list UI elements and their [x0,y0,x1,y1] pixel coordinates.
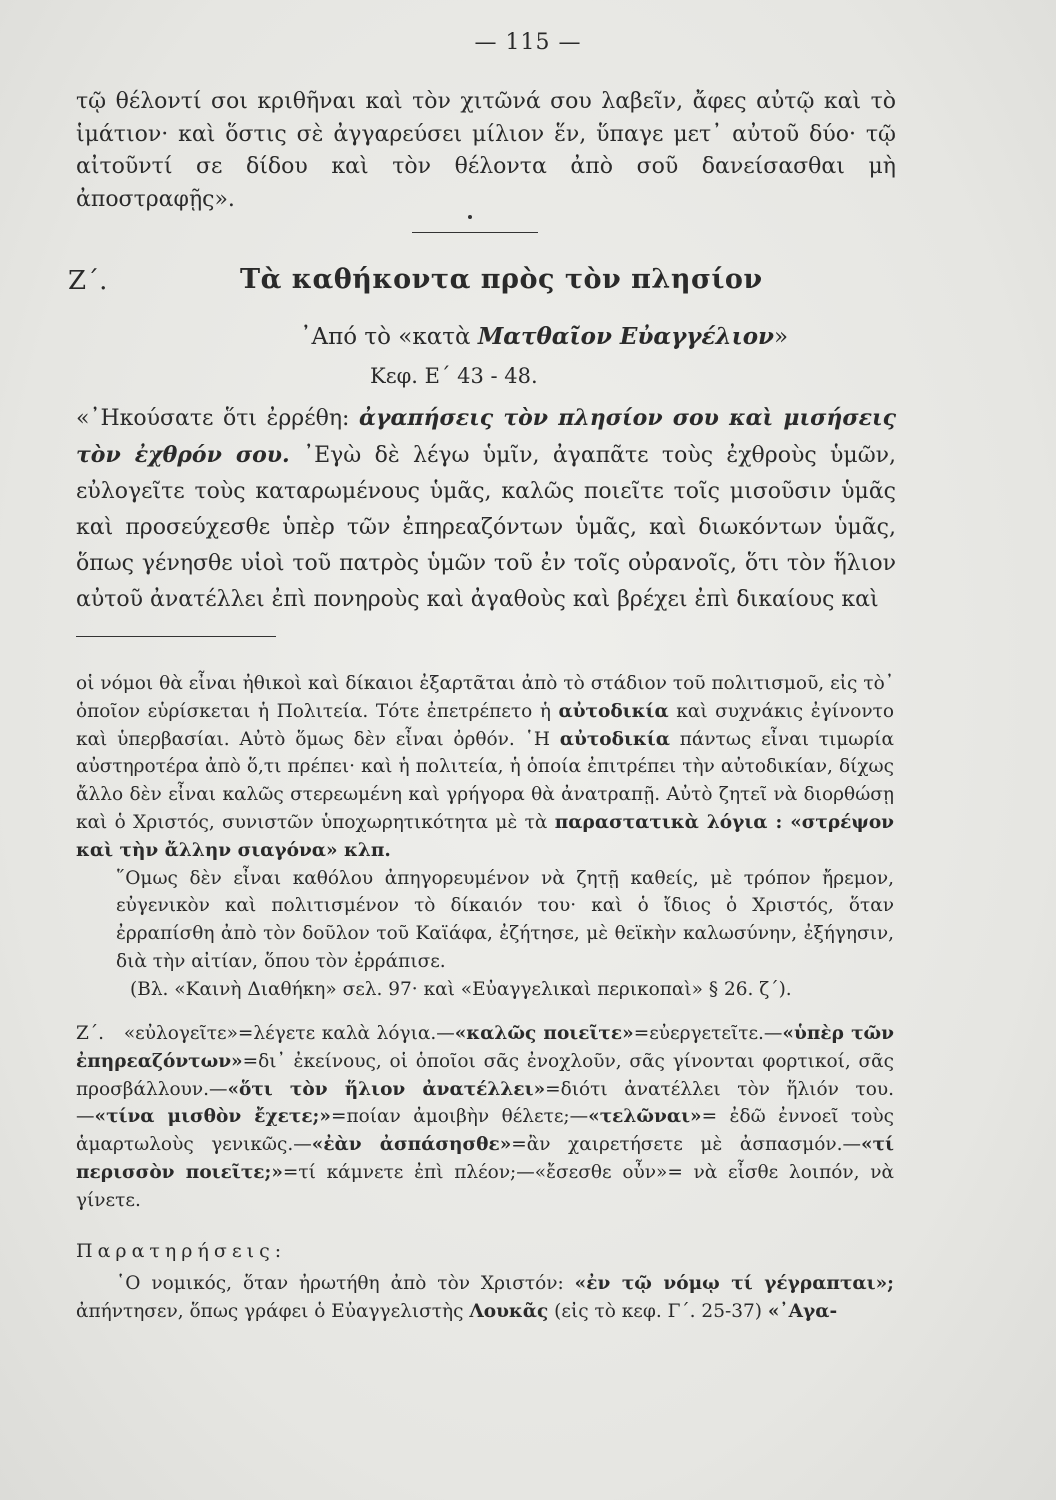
observations-text-2: ἀπήντησεν, ὅπως γράφει ὁ Εὐαγγελιστὴς [76,1300,470,1322]
glossary-def: =δι᾽ ἐκείνους, οἱ ὁποῖοι σᾶς ἐνοχλοῦν, σᾶς γίνονται φορτικοί, σᾶς προσβάλλουν.— [76,1050,894,1100]
source-book: Ματθαῖον Εὐαγγέλιον [477,323,775,350]
observations-title: Παρατηρήσεις: [76,1240,287,1262]
glossary-block [76,1020,894,1215]
glossary-term: «εὐλογεῖτε» [123,1023,238,1044]
footnote-text-2: καὶ συχνάκις ἐγίνοντο καὶ ὑπερβασίαι. Αὐτὸ ὅμως δὲν εἶναι ὀρθόν. ῾Η [76,700,894,750]
footnote-paragraph-2: ῞Ομως δὲν εἶναι καθόλου ἀπηγορευμένον νὰ ζητῇ καθείς, μὲ τρόπον ἤρεμον, εὐγενικὸν καὶ πολιτισμένον τὸ δίκαιόν του· καὶ ὁ ἴδιος ὁ Χριστός, ὅταν ἐρραπίσθη ἀπὸ τὸν δοῦλον τοῦ Καϊάφα, ἐζήτησε, μὲ θεϊκὴν καλωσύνην, ἐξήγησιν, διὰ τὴν αἰτίαν, ὅπου τὸν ἐρράπισε. [116,867,894,972]
observations-text-1: ῾Ο νομικός, ὅταν ἠρωτήθη ἀπὸ τὸν Χριστόν: [116,1273,575,1294]
glossary-def: =διότι ἀνατέλλει τὸν ἥλιόν του.— [76,1078,894,1128]
glossary-def: =ἂν χαιρετήσετε μὲ ἀσπασμόν.— [511,1134,862,1156]
glossary-term: «καλῶς ποιεῖτε» [454,1023,634,1044]
glossary-def: = νὰ εἶσθε λοιπόν, νὰ γίνετε. [76,1161,894,1211]
chapter-reference: Κεφ. Ε΄ 43 - 48. [370,364,538,388]
glossary-term: «ὅτι τὸν ἥλιον ἀνατέλλει» [227,1078,546,1100]
glossary-term: «τί περισσὸν ποιεῖτε;» [76,1134,894,1183]
scripture-paragraph [76,400,896,618]
glossary-label: Ζ΄. [76,1023,104,1044]
glossary-term: «τελῶναι» [588,1106,702,1128]
footnote-text-1: οἱ νόμοι θὰ εἶναι ἠθικοὶ καὶ δίκαιοι ἐξαρτᾶται ἀπὸ τὸ στάδιον τοῦ πολιτισμοῦ, εἰς τὸ᾿ ὁποῖον εὑρίσκεται ἡ Πολιτεία. Τότε ἐπετρέπετο ἡ [76,673,894,722]
section-label: Ζ΄. [68,266,108,296]
source-prefix: ᾿Από τὸ «κατὰ [300,324,478,350]
glossary-term: «ἔσεσθε οὖν» [534,1161,668,1183]
scripture-part-3: ᾿Εγὼ δὲ λέγω ὑμῖν, ἀγαπᾶτε τοὺς ἐχθροὺς ὑμῶν, εὐλογεῖτε τοὺς καταρωμένους ὑμᾶς, καλῶς ποιεῖτε τοῖς μισοῦσιν ὑμᾶς καὶ προσεύχεσθε ὑπὲρ τῶν ἐπηρεαζόντων ὑμᾶς, καὶ διωκόντων ὑμᾶς, ὅπως γένησθε υἱοὶ τοῦ πατρὸς ὑμῶν τοῦ ἐν τοῖς οὐρανοῖς, ὅτι τὸν ἥλιον αὐτοῦ ἀνατέλλει ἐπὶ πονηροὺς καὶ ἀγαθοὺς καὶ βρέχει ἐπὶ δικαίους καὶ [76,443,897,612]
glossary-term: «ἐὰν ἀσπάσησθε» [311,1134,512,1156]
glossary-def: = ἐδῶ ἐννοεῖ τοὺς ἁμαρτωλοὺς γενικῶς.— [76,1106,894,1156]
scripture-part-1: «᾿Ηκούσατε ὅτι ἐρρέθη: [76,406,359,431]
observations-bold-1: «ἐν τῷ νόμῳ τί γέγραπται»; [574,1273,894,1294]
source-suffix: » [774,324,789,350]
separator-dot [468,215,472,219]
glossary-term: «ὑπὲρ τῶν ἐπηρεαζόντων» [76,1023,894,1072]
observations-bold-3: «᾿Αγα- [767,1300,838,1322]
scripture-bold: ἀγαπήσεις τὸν πλησίον σου καὶ μισήσεις τὸν ἐχθρόν σου. [76,405,896,468]
footnote-bold-1: αὐτοδικία [558,700,669,722]
observations-text-3: (εἰς τὸ κεφ. Γ΄. 25-37) [548,1300,768,1322]
glossary-def: =ποίαν ἀμοιβὴν θέλετε;— [330,1106,589,1128]
footnote-block [76,670,894,1004]
glossary-def: =εὐεργετεῖτε.— [633,1023,783,1044]
section-title: Τὰ καθήκοντα πρὸς τὸν πλησίον [240,264,763,295]
footnote-text-3: πάντως εἶναι τιμωρία αὐστηροτέρα ἀπὸ ὅ,τι πρέπει· καὶ ἡ πολιτεία, ἡ ὁποία ἐπιτρέπει τὴν αὐτοδικίαν, δίχως ἄλλο δὲν εἶναι καλῶς στερεωμένη καὶ γρήγορα θὰ ἀνατραπῇ. Αὐτὸ ζητεῖ νὰ διορθώσῃ καὶ ὁ Χριστός, συνιστῶν ὑποχωρητικότητα μὲ τὰ [76,728,894,833]
footnote-bold-2: αὐτοδικία [559,728,670,750]
source-line [300,323,788,350]
glossary-def: =τί κάμνετε ἐπὶ πλέον;— [282,1161,535,1183]
footnote-citation: (Βλ. «Καινὴ Διαθήκη» σελ. 97· καὶ «Εὐαγγελικαὶ περικοπαὶ» § 26. ζ΄). [130,978,792,1000]
footnote-bold-3: παραστατικὰ λόγια : «στρέψον καὶ τὴν ἄλλην σιαγόνα» κλπ. [76,811,894,861]
intro-paragraph: τῷ θέλοντί σοι κριθῆναι καὶ τὸν χιτῶνά σου λαβεῖν, ἄφες αὐτῷ καὶ τὸ ἱμάτιον· καὶ ὅστις σὲ ἀγγαρεύσει μίλιον ἕν, ὕπαγε μετ᾽ αὐτοῦ δύο· τῷ αἰτοῦντί σε δίδου καὶ τὸν θέλοντα ἀπὸ σοῦ δανείσασθαι μὴ ἀποστραφῇς». [76,89,896,212]
glossary-def: =λέγετε καλὰ λόγια.— [237,1023,455,1044]
page-number: — 115 — [474,30,582,55]
observations-block [76,1270,894,1326]
footnote-rule [76,636,276,637]
observations-bold-2: Λουκᾶς [469,1300,549,1322]
glossary-term: «τίνα μισθὸν ἔχετε;» [94,1106,331,1128]
section-divider [412,232,538,233]
